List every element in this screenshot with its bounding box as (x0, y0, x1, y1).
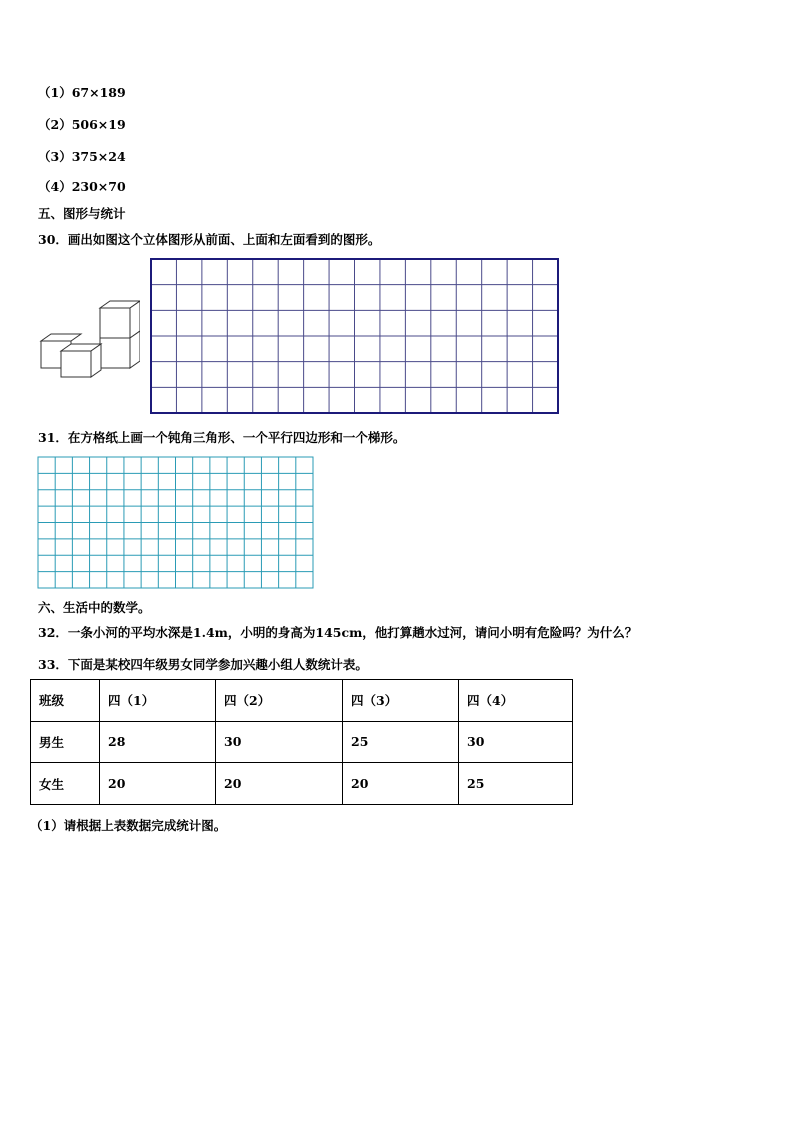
table-cell: 四（2） (216, 680, 343, 722)
table-row (31, 721, 573, 763)
stats-table (30, 679, 573, 805)
calc-item-4: （4）230×70 (38, 179, 126, 194)
table-cell: 班级 (31, 680, 100, 722)
calc-item-3: （3）375×24 (38, 149, 126, 164)
question-30-text: 30．画出如图这个立体图形从前面、上面和左面看到的图形。 (38, 232, 381, 247)
table-cell: 28 (100, 721, 216, 763)
table-cell: 20 (343, 763, 459, 805)
drawing-grid-q31[interactable] (37, 456, 314, 589)
cube-figure (38, 298, 140, 380)
question-31-text: 31．在方格纸上画一个钝角三角形、一个平行四边形和一个梯形。 (38, 430, 406, 445)
table-cell: 30 (459, 721, 573, 763)
cube-upper-front (100, 308, 130, 338)
table-cell: 四（3） (343, 680, 459, 722)
section-6-title: 六、生活中的数学。 (38, 600, 151, 615)
question-33-sub-1: （1）请根据上表数据完成统计图。 (30, 818, 227, 833)
section-5-title: 五、图形与统计 (38, 206, 126, 221)
table-cell: 女生 (31, 763, 100, 805)
table-row (31, 763, 573, 805)
calc-item-1: （1）67×189 (38, 85, 126, 100)
table-cell: 20 (100, 763, 216, 805)
table-cell: 四（1） (100, 680, 216, 722)
question-33-text: 33．下面是某校四年级男女同学参加兴趣小组人数统计表。 (38, 657, 368, 672)
table-cell: 25 (459, 763, 573, 805)
table-cell: 20 (216, 763, 343, 805)
cube-left-top (41, 334, 81, 341)
calc-item-2: （2）506×19 (38, 117, 126, 132)
cube-front-front (61, 351, 91, 377)
table-cell: 男生 (31, 721, 100, 763)
cube-lower-right-front (100, 338, 130, 368)
table-cell: 四（4） (459, 680, 573, 722)
table-header-row (31, 680, 573, 722)
cube-lower-right-side (130, 331, 140, 368)
table-cell: 30 (216, 721, 343, 763)
table-cell: 25 (343, 721, 459, 763)
question-32-text: 32．一条小河的平均水深是1.4m，小明的身高为145cm，他打算趟水过河，请问小明有危险吗？为什么？ (38, 625, 638, 640)
drawing-grid-q30[interactable] (150, 258, 560, 414)
